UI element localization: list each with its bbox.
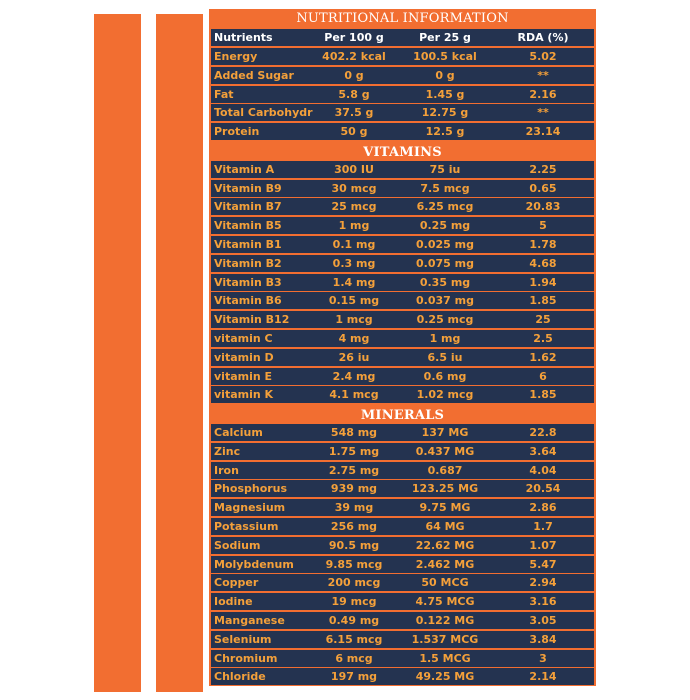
- per-25g-value: 123.25 MG: [411, 482, 479, 495]
- table-row: [211, 67, 594, 84]
- rda-value: 1.85: [529, 294, 557, 307]
- per-100g-value: 939 mg: [330, 482, 378, 495]
- rda-value: 6: [539, 370, 547, 383]
- decorative-stripe-right: [156, 14, 203, 692]
- table-row: [211, 631, 594, 648]
- rda-value: 2.25: [529, 163, 557, 176]
- per-25g-value: 12.75 g: [421, 106, 469, 119]
- table-row: [211, 537, 594, 554]
- rda-value: 1.78: [529, 238, 557, 251]
- per-100g-value: 37.5 g: [334, 106, 374, 119]
- per-100g-value: 200 mcg: [327, 576, 381, 589]
- per-25g-value: 0.025 mg: [416, 238, 474, 251]
- table-row: [211, 198, 594, 215]
- per-100g-value: 4.1 mcg: [329, 388, 379, 401]
- per-100g-value: 0.49 mg: [328, 614, 380, 627]
- per-100g-value: 0.1 mg: [332, 238, 376, 251]
- per-25g-value: 0.075 mg: [416, 257, 474, 270]
- rda-value: 1.94: [529, 276, 557, 289]
- per-25g-value: 100.5 kcal: [413, 50, 477, 63]
- table-row: [211, 48, 594, 65]
- table-row: [211, 556, 594, 573]
- per-25g-value: 0.437 MG: [415, 445, 475, 458]
- table-row: [211, 574, 594, 591]
- column-header-nutrients: Nutrients: [214, 31, 273, 44]
- per-25g-value: 12.5 g: [425, 125, 465, 138]
- rda-value: 3: [539, 652, 547, 665]
- rda-value: 3.05: [529, 614, 557, 627]
- per-25g-value: 22.62 MG: [415, 539, 475, 552]
- table-row: [211, 217, 594, 234]
- table-row: [211, 274, 594, 291]
- table-row: [211, 236, 594, 253]
- per-25g-value: 0.122 MG: [415, 614, 475, 627]
- nutrient-name: Sodium: [214, 539, 261, 552]
- column-header-rda: RDA (%): [517, 31, 569, 44]
- nutrient-name: Chloride: [214, 670, 266, 683]
- per-25g-value: 2.462 MG: [415, 558, 475, 571]
- nutrient-name: Fat: [214, 88, 234, 101]
- table-row: [211, 292, 594, 309]
- per-100g-value: 1 mcg: [335, 313, 373, 326]
- table-row: [211, 311, 594, 328]
- per-25g-value: 49.25 MG: [415, 670, 475, 683]
- per-100g-value: 6.15 mcg: [325, 633, 383, 646]
- nutrient-name: Vitamin B2: [214, 257, 282, 270]
- nutrient-name: Iron: [214, 464, 239, 477]
- nutrient-name: Copper: [214, 576, 259, 589]
- rda-value: 2.86: [529, 501, 557, 514]
- nutrient-name: Total Carbohydr: [214, 106, 313, 119]
- per-100g-value: 9.85 mcg: [325, 558, 383, 571]
- column-header-row: [211, 29, 594, 46]
- per-100g-value: 0.15 mg: [328, 294, 380, 307]
- per-100g-value: 26 iu: [338, 351, 370, 364]
- column-header-per-25g: Per 25 g: [419, 31, 471, 44]
- nutrient-name: Potassium: [214, 520, 279, 533]
- column-header-per-100g: Per 100 g: [324, 31, 384, 44]
- nutrient-name: Vitamin B3: [214, 276, 282, 289]
- per-100g-value: 2.4 mg: [332, 370, 376, 383]
- per-100g-value: 0.3 mg: [332, 257, 376, 270]
- table-row: [211, 650, 594, 667]
- per-25g-value: 1.02 mcg: [416, 388, 474, 401]
- rda-value: 20.54: [525, 482, 561, 495]
- nutrient-name: Manganese: [214, 614, 285, 627]
- table-row: [211, 180, 594, 197]
- table-row: [211, 330, 594, 347]
- per-100g-value: 25 mcg: [331, 200, 377, 213]
- table-row: [211, 443, 594, 460]
- rda-value: 3.64: [529, 445, 557, 458]
- section-heading-vitamins: VITAMINS: [209, 143, 596, 162]
- table-row: [211, 255, 594, 272]
- nutrient-name: Vitamin B6: [214, 294, 282, 307]
- rda-value: 25: [535, 313, 551, 326]
- per-25g-value: 1.537 MCG: [411, 633, 479, 646]
- rda-value: 5.02: [529, 50, 557, 63]
- table-row: [211, 104, 594, 121]
- per-25g-value: 64 MG: [425, 520, 465, 533]
- table-row: [211, 86, 594, 103]
- per-100g-value: 256 mg: [330, 520, 378, 533]
- per-100g-value: 548 mg: [330, 426, 378, 439]
- nutrient-name: Phosphorus: [214, 482, 288, 495]
- per-25g-value: 4.75 MCG: [415, 595, 475, 608]
- nutrient-name: Calcium: [214, 426, 263, 439]
- rda-value: 1.07: [529, 539, 557, 552]
- table-row: [211, 349, 594, 366]
- table-row: [211, 368, 594, 385]
- table-row: [211, 499, 594, 516]
- nutrient-name: vitamin K: [214, 388, 274, 401]
- rda-value: 3.84: [529, 633, 557, 646]
- table-row: [211, 123, 594, 140]
- rda-value: 20.83: [525, 200, 561, 213]
- per-100g-value: 50 g: [340, 125, 368, 138]
- nutrient-name: Iodine: [214, 595, 253, 608]
- per-100g-value: 197 mg: [330, 670, 378, 683]
- table-row: [211, 161, 594, 178]
- table-row: [211, 480, 594, 497]
- per-25g-value: 0.6 mg: [423, 370, 467, 383]
- rda-value: 5: [539, 219, 547, 232]
- per-25g-value: 0 g: [435, 69, 455, 82]
- nutrient-name: vitamin D: [214, 351, 274, 364]
- per-25g-value: 0.25 mg: [419, 219, 471, 232]
- per-25g-value: 75 iu: [429, 163, 461, 176]
- rda-value: 1.7: [533, 520, 553, 533]
- nutrient-name: Selenium: [214, 633, 272, 646]
- rda-value: 2.16: [529, 88, 557, 101]
- per-25g-value: 6.25 mcg: [416, 200, 474, 213]
- per-25g-value: 9.75 MG: [419, 501, 471, 514]
- nutrient-name: Chromium: [214, 652, 278, 665]
- rda-value: **: [537, 69, 549, 82]
- nutrient-name: vitamin C: [214, 332, 273, 345]
- rda-value: 3.16: [529, 595, 557, 608]
- per-25g-value: 50 MCG: [421, 576, 469, 589]
- per-25g-value: 137 MG: [421, 426, 469, 439]
- rda-value: **: [537, 106, 549, 119]
- nutrient-name: Added Sugar: [214, 69, 294, 82]
- per-100g-value: 300 IU: [334, 163, 374, 176]
- per-100g-value: 30 mcg: [331, 182, 377, 195]
- per-25g-value: 0.037 mg: [416, 294, 474, 307]
- table-row: [211, 668, 594, 685]
- rda-value: 0.65: [529, 182, 557, 195]
- nutrient-name: vitamin E: [214, 370, 273, 383]
- section-heading-minerals: MINERALS: [209, 406, 596, 425]
- per-100g-value: 19 mcg: [331, 595, 377, 608]
- per-100g-value: 4 mg: [338, 332, 370, 345]
- per-100g-value: 39 mg: [334, 501, 374, 514]
- nutrient-name: Vitamin B5: [214, 219, 282, 232]
- table-row: [211, 424, 594, 441]
- per-25g-value: 0.687: [427, 464, 463, 477]
- per-25g-value: 6.5 iu: [427, 351, 463, 364]
- per-100g-value: 0 g: [344, 69, 364, 82]
- nutrient-name: Vitamin B9: [214, 182, 282, 195]
- rda-value: 1.62: [529, 351, 557, 364]
- nutrient-name: Vitamin A: [214, 163, 275, 176]
- per-25g-value: 1 mg: [429, 332, 461, 345]
- nutrient-name: Vitamin B12: [214, 313, 290, 326]
- rda-value: 2.94: [529, 576, 557, 589]
- table-row: [211, 593, 594, 610]
- nutrient-name: Energy: [214, 50, 258, 63]
- per-100g-value: 402.2 kcal: [322, 50, 386, 63]
- rda-value: 4.04: [529, 464, 557, 477]
- rda-value: 23.14: [525, 125, 561, 138]
- table-title: NUTRITIONAL INFORMATION: [209, 9, 596, 28]
- table-row: [211, 462, 594, 479]
- per-25g-value: 0.25 mcg: [416, 313, 474, 326]
- rda-value: 5.47: [529, 558, 557, 571]
- nutrient-name: Protein: [214, 125, 260, 138]
- rda-value: 2.14: [529, 670, 557, 683]
- nutrient-name: Zinc: [214, 445, 241, 458]
- rda-value: 2.5: [533, 332, 553, 345]
- per-25g-value: 1.45 g: [425, 88, 465, 101]
- per-25g-value: 7.5 mcg: [420, 182, 470, 195]
- table-row: [211, 612, 594, 629]
- rda-value: 22.8: [529, 426, 557, 439]
- nutrient-name: Vitamin B7: [214, 200, 282, 213]
- per-100g-value: 1 mg: [338, 219, 370, 232]
- nutrient-name: Molybdenum: [214, 558, 294, 571]
- nutrient-name: Vitamin B1: [214, 238, 282, 251]
- per-100g-value: 6 mcg: [335, 652, 373, 665]
- per-100g-value: 1.75 mg: [328, 445, 380, 458]
- per-100g-value: 2.75 mg: [328, 464, 380, 477]
- rda-value: 1.85: [529, 388, 557, 401]
- table-row: [211, 386, 594, 403]
- decorative-stripe-left: [94, 14, 141, 692]
- per-100g-value: 1.4 mg: [332, 276, 376, 289]
- rda-value: 4.68: [529, 257, 557, 270]
- per-25g-value: 1.5 MCG: [419, 652, 471, 665]
- per-25g-value: 0.35 mg: [419, 276, 471, 289]
- per-100g-value: 90.5 mg: [328, 539, 380, 552]
- nutrient-name: Magnesium: [214, 501, 286, 514]
- per-100g-value: 5.8 g: [338, 88, 370, 101]
- table-row: [211, 518, 594, 535]
